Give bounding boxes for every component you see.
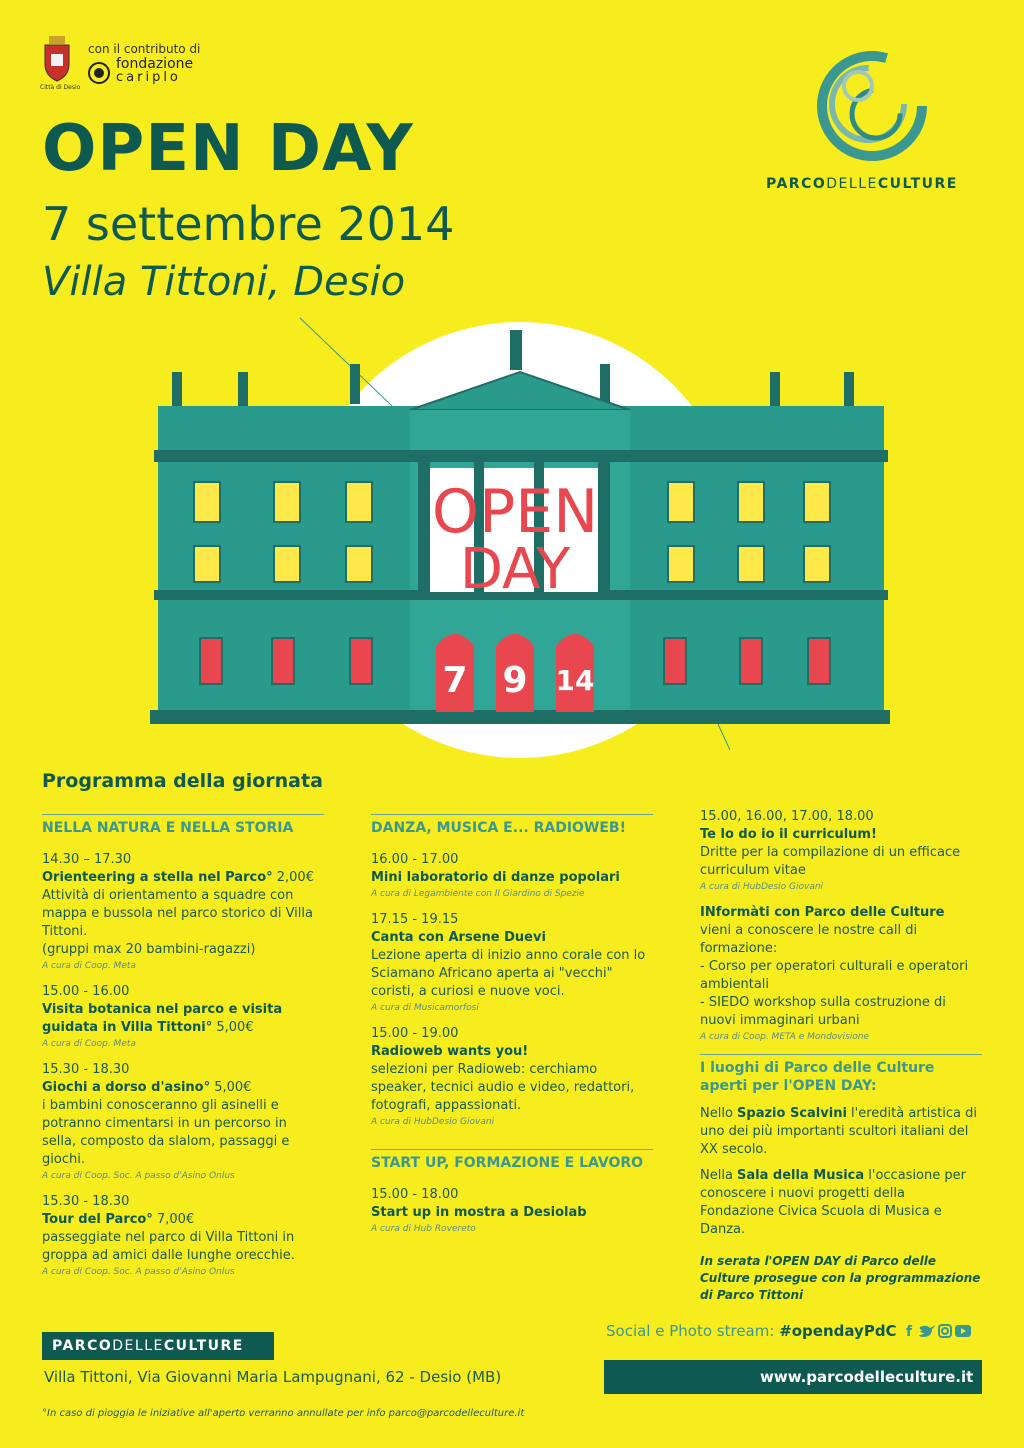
event-description: Dritte per la compilazione di un efficace curriculum vitae bbox=[700, 845, 961, 878]
event-credit: A cura di Coop. Soc. A passo d'Asino Onlus bbox=[42, 1171, 235, 1181]
city-crest-icon bbox=[42, 36, 72, 82]
social-stream bbox=[606, 1322, 897, 1340]
rain-note: °In caso di pioggia le iniziative all'aperto verranno annullate per info parco@parcodelleculture.it bbox=[42, 1408, 525, 1419]
list-item bbox=[371, 1025, 653, 1129]
brand-part-delle: DELLE bbox=[826, 176, 878, 192]
event-description: vieni a conoscere le nostre call di formazione: bbox=[700, 923, 918, 956]
program-column-work bbox=[700, 808, 982, 1312]
event-credit: A cura di Musicamorfosi bbox=[371, 1003, 479, 1013]
hero-month-number: 9 bbox=[502, 660, 528, 701]
divider bbox=[42, 814, 324, 815]
villa-tittoni-illustration bbox=[150, 300, 890, 760]
event-credit: A cura di Hub Rovereto bbox=[371, 1224, 476, 1234]
event-credit: A cura di Coop. Meta bbox=[42, 1039, 136, 1049]
event-name: Te lo do io il curriculum! bbox=[700, 827, 877, 842]
hero-day-number: 7 bbox=[442, 660, 468, 701]
event-note: (gruppi max 20 bambini-ragazzi) bbox=[42, 942, 256, 957]
place-description: l'occasione per conoscere i nuovi progetti della Fondazione Civica Scuola di Musica e Danza. bbox=[700, 1168, 966, 1237]
event-description: selezioni per Radioweb: cerchiamo speaker, tecnici audio e video, redattori, fotografi, appassionati. bbox=[371, 1062, 635, 1113]
event-description: Attività di orientamento a squadre con mappa e bussola nel parco storico di Villa Tittoni. bbox=[42, 888, 313, 939]
places-heading: I luoghi di Parco delle Culture aperti per l'OPEN DAY: bbox=[700, 1060, 935, 1094]
contributor-intro: con il contributo di bbox=[88, 42, 201, 56]
event-name: Mini laboratorio di danze popolari bbox=[371, 870, 620, 885]
event-price: 5,00€ bbox=[210, 1080, 252, 1095]
event-credit: A cura di HubDesio Giovani bbox=[371, 1117, 495, 1127]
social-icons bbox=[906, 1322, 976, 1340]
program-column-nature bbox=[42, 814, 324, 1289]
place-prefix: Nello bbox=[700, 1106, 738, 1121]
event-name: Start up in mostra a Desiolab bbox=[371, 1205, 587, 1220]
event-name: Radioweb wants you! bbox=[371, 1044, 529, 1059]
brand-part-delle: DELLE bbox=[112, 1338, 164, 1354]
list-item bbox=[371, 911, 653, 1015]
divider bbox=[700, 1054, 982, 1055]
footer-brand bbox=[42, 1332, 274, 1360]
event-date: 7 settembre 2014 bbox=[42, 197, 455, 251]
event-description: i bambini conosceranno gli asinelli e potranno cimentarsi in un percorso in sella, composto da slalom, passaggi e giochi. bbox=[42, 1098, 290, 1167]
event-name: Giochi a dorso d'asino° bbox=[42, 1080, 211, 1095]
event-name: Orienteering a stella nel Parco° bbox=[42, 870, 273, 885]
event-price: 5,00€ bbox=[212, 1020, 254, 1035]
event-name: Canta con Arsene Duevi bbox=[371, 930, 546, 945]
place-name: Spazio Scalvini bbox=[737, 1106, 847, 1121]
hero-word-open: OPEN bbox=[431, 477, 599, 547]
facebook-icon[interactable] bbox=[906, 1324, 913, 1340]
event-time: 15.00 - 16.00 bbox=[42, 984, 130, 999]
brand-part-culture: CULTURE bbox=[163, 1338, 244, 1354]
place-description: l'eredità artistica di uno dei più importanti scultori italiani del XX secolo. bbox=[700, 1106, 977, 1157]
event-description: Lezione aperta di inizio anno corale con lo Sciamano Africano aperta ai "vecchi" coristi, a curiosi e nuove voci. bbox=[371, 948, 646, 999]
list-item bbox=[371, 1186, 653, 1236]
event-time: 16.00 - 17.00 bbox=[371, 852, 459, 867]
social-label: Social e Photo stream: bbox=[606, 1322, 780, 1340]
place-prefix: Nella bbox=[700, 1168, 738, 1183]
event-time: 15.30 - 18.30 bbox=[42, 1194, 130, 1209]
event-credit: A cura di Coop. Meta bbox=[42, 961, 136, 971]
website-link[interactable]: www.parcodelleculture.it bbox=[760, 1368, 974, 1386]
place-name: Sala della Musica bbox=[737, 1168, 865, 1183]
event-credit: A cura di HubDesio Giovani bbox=[700, 882, 824, 892]
brand-part-parco: PARCO bbox=[766, 176, 827, 192]
footer-address: Villa Tittoni, Via Giovanni Maria Lampugnani, 62 - Desio (MB) bbox=[42, 1360, 604, 1394]
event-credit: A cura di Coop. META e Mondovisione bbox=[700, 1032, 870, 1042]
program-column-music bbox=[371, 814, 653, 1246]
section-heading: DANZA, MUSICA E... RADIOWEB! bbox=[371, 820, 626, 836]
section-heading: NELLA NATURA E NELLA STORIA bbox=[42, 820, 294, 836]
twitter-icon[interactable] bbox=[919, 1325, 935, 1337]
brand-wordmark bbox=[766, 176, 958, 192]
list-item bbox=[42, 1061, 324, 1183]
page-title: OPEN DAY bbox=[42, 112, 414, 186]
event-venue: Villa Tittoni, Desio bbox=[42, 259, 406, 305]
sponsor-name-line2: cariplo bbox=[116, 70, 181, 85]
event-price: 7,00€ bbox=[152, 1212, 195, 1227]
event-credit: A cura di Legambiente con Il Giardino di Spezie bbox=[371, 889, 585, 899]
list-item bbox=[42, 851, 324, 973]
hero-word-day: DAY bbox=[459, 537, 571, 602]
svg-text:f: f bbox=[906, 1324, 913, 1340]
list-item bbox=[371, 851, 653, 901]
place-scalvini bbox=[700, 1105, 982, 1159]
list-item bbox=[700, 808, 982, 894]
divider bbox=[371, 814, 653, 815]
event-list-item: - Corso per operatori culturali e operatori ambientali bbox=[700, 959, 969, 992]
event-credit: A cura di Coop. Soc. A passo d'Asino Onlus bbox=[42, 1267, 235, 1277]
event-name: Visita botanica nel parco e visita guidata in Villa Tittoni° bbox=[42, 1002, 283, 1035]
event-time: 15.00 - 19.00 bbox=[371, 1026, 459, 1041]
place-sala-musica bbox=[700, 1167, 982, 1239]
list-item bbox=[700, 904, 982, 1044]
brand-part-parco: PARCO bbox=[52, 1338, 113, 1354]
closing-note: In serata l'OPEN DAY di Parco delle Culture prosegue con la programmazione di Parco Tittoni bbox=[700, 1254, 981, 1302]
event-time: 14.30 – 17.30 bbox=[42, 852, 132, 867]
instagram-icon[interactable] bbox=[939, 1325, 951, 1337]
sponsor-logos bbox=[42, 36, 262, 96]
event-time: 15.00, 16.00, 17.00, 18.00 bbox=[700, 809, 874, 824]
event-price: 2,00€ bbox=[272, 870, 314, 885]
event-time: 17.15 - 19.15 bbox=[371, 912, 459, 927]
brand-part-culture: CULTURE bbox=[877, 176, 958, 192]
section-heading: START UP, FORMAZIONE E LAVORO bbox=[371, 1155, 644, 1171]
youtube-icon[interactable] bbox=[955, 1325, 971, 1337]
program-title: Programma della giornata bbox=[42, 770, 323, 792]
event-name: Tour del Parco° bbox=[42, 1212, 153, 1227]
list-item bbox=[42, 983, 324, 1051]
hero-year-number: 14 bbox=[555, 664, 595, 697]
event-time: 15.30 - 18.30 bbox=[42, 1062, 130, 1077]
divider bbox=[371, 1149, 653, 1150]
event-time: 15.00 - 18.00 bbox=[371, 1187, 459, 1202]
hashtag-link[interactable]: #opendayPdC bbox=[779, 1322, 897, 1340]
crest-caption: Città di Desio bbox=[40, 84, 81, 91]
event-list-item: - SIEDO workshop sulla costruzione di nuovi immaginari urbani bbox=[700, 995, 946, 1028]
parco-delle-culture-logo-icon bbox=[810, 34, 930, 174]
event-name: INformàti con Parco delle Culture bbox=[700, 905, 945, 920]
sponsor-name-line1: fondazione bbox=[116, 56, 194, 72]
fondazione-cariplo-icon bbox=[88, 62, 110, 84]
list-item bbox=[42, 1193, 324, 1279]
event-description: passeggiate nel parco di Villa Tittoni in groppa ad amici dalle lunghe orecchie. bbox=[42, 1230, 295, 1263]
